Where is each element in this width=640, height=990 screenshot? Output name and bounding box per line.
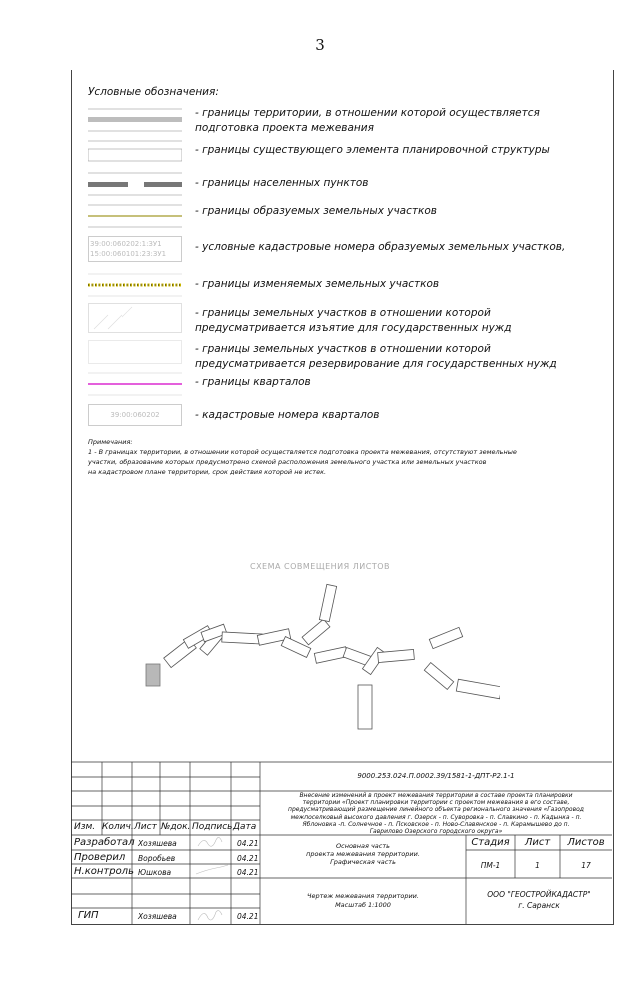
sheet-header: Лист bbox=[524, 837, 551, 848]
notes-line: 1 - В границах территории, в отношении которой осуществляется подготовка проекта межевания, отсутствуют земельные bbox=[88, 448, 517, 456]
date-norm-control: 04.21 bbox=[237, 868, 259, 877]
role-checker: Проверил bbox=[74, 852, 126, 863]
role-norm-control: Н.контроль bbox=[74, 866, 134, 877]
page-number: 3 bbox=[315, 36, 325, 54]
role-developer: Разработал bbox=[74, 837, 135, 848]
notes-line: на кадастровом плане территории, срок действия которой не истек. bbox=[88, 468, 327, 476]
legend-item-2: - границы существующего элемента планировочной структуры bbox=[195, 144, 550, 156]
notes-title: Примечания: bbox=[88, 438, 133, 446]
legend-item-10: - кадастровые номера кварталов bbox=[195, 409, 380, 421]
scheme-title: СХЕМА СОВМЕЩЕНИЯ ЛИСТОВ bbox=[249, 562, 391, 571]
company: ООО "ГЕОСТРОЙКАДАСТР" г. Саранск bbox=[487, 890, 591, 910]
role-gip: ГИП bbox=[78, 910, 99, 921]
legend-symbol-quarter-numbers: 39:00:060202 bbox=[88, 404, 182, 426]
legend-item-4: - границы образуемых земельных участков bbox=[195, 205, 437, 217]
legend-item-8: - границы земельных участков в отношении которой предусматривается резервирование для государственных нужд bbox=[195, 343, 557, 370]
header-ndok: №док. bbox=[161, 822, 191, 832]
notes-line: участки, образование которых предусмотрено схемой расположения земельного участка или земельных участков bbox=[88, 458, 487, 466]
name-checker: Воробьев bbox=[138, 854, 176, 863]
sheets-header: Листов bbox=[567, 837, 605, 848]
legend-item-7: - границы земельных участков в отношении которой предусматривается изъятие для государственных нужд bbox=[195, 307, 512, 334]
legend-item-5: - условные кадастровые номера образуемых земельных участков, bbox=[195, 241, 566, 253]
document-code: 9000.253.024.П.0002.39/1581-1-ДПТ-Р2.1-1 bbox=[357, 772, 515, 780]
stage-value: ПМ-1 bbox=[480, 861, 501, 870]
header-kol: Колич. bbox=[102, 822, 134, 832]
legend-symbol-conditional-numbers: 39:00:060202:1:ЗУ1 15:00:060101:23:ЗУ1 bbox=[88, 236, 182, 262]
date-gip: 04.21 bbox=[237, 912, 259, 921]
signature bbox=[198, 837, 222, 846]
legend-item-9: - границы кварталов bbox=[195, 376, 311, 388]
header-podpis: Подпись bbox=[192, 822, 233, 832]
header-izm: Изм. bbox=[74, 822, 96, 832]
section-title: Основная часть проекта межевания территории. Графическая часть bbox=[306, 842, 420, 866]
legend-item-3: - границы населенных пунктов bbox=[195, 177, 369, 189]
header-list: Лист bbox=[134, 822, 157, 832]
header-data: Дата bbox=[233, 822, 257, 832]
name-gip: Хозяшева bbox=[138, 912, 177, 921]
project-description: Внесение изменений в проект межевания территории в составе проекта планировки территории «Проект планировки территории с проектом межевания в его составе, предусматривающий размещение линейного объекта регионального значения «Газопровод межпоселковый высокого давления г. Озерск - п. Суворовка - п. Славкино - п. Кадынка - п. Яблоновка -п. Солнечное - п. Псковское - п. Ново-Славянское - п. Карамышево до п. Гаврилово Озерского городского округа» bbox=[288, 792, 584, 836]
name-developer: Хозяшева bbox=[138, 839, 177, 848]
legend-item-6: - границы изменяемых земельных участков bbox=[195, 278, 440, 290]
sheets-value: 17 bbox=[581, 861, 591, 870]
sheet-value: 1 bbox=[535, 861, 540, 870]
drawing-title: Чертеж межевания территории. Масштаб 1:1000 bbox=[307, 892, 419, 909]
stage-header: Стадия bbox=[471, 837, 510, 848]
signature bbox=[198, 911, 222, 920]
name-norm-control: Юшкова bbox=[138, 868, 172, 877]
signature bbox=[196, 865, 228, 874]
legend-title: Условные обозначения: bbox=[88, 86, 219, 98]
legend-item-1: - границы территории, в отношении которой осуществляется подготовка проекта межевания bbox=[195, 107, 540, 134]
date-developer: 04.21 bbox=[237, 839, 259, 848]
date-checker: 04.21 bbox=[237, 854, 259, 863]
